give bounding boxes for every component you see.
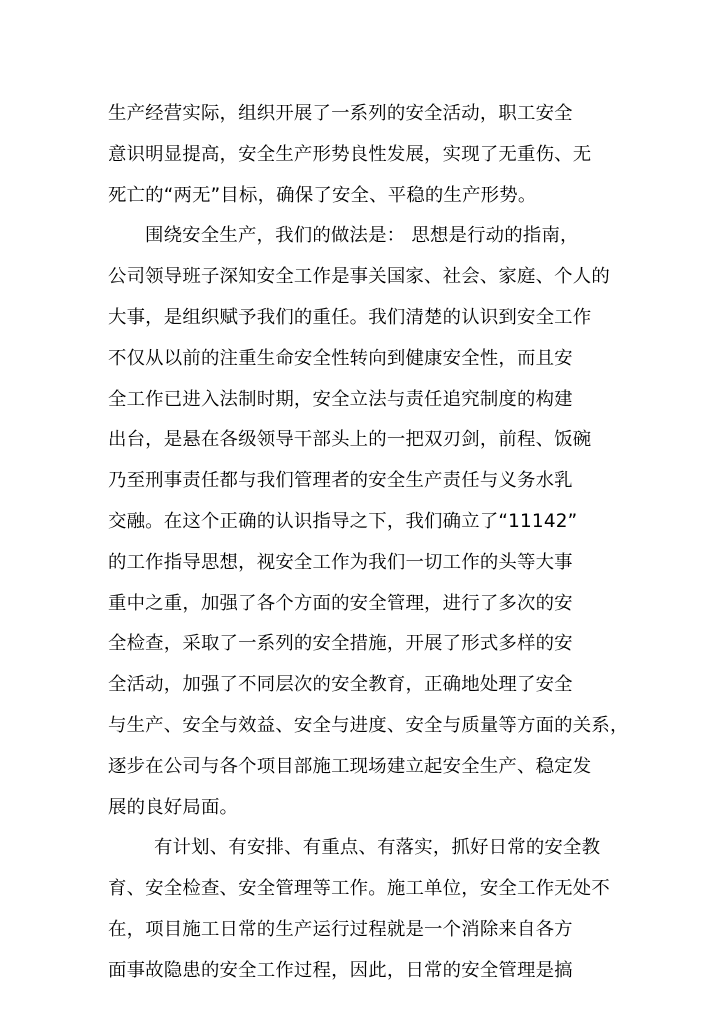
text-line: 重中之重，加强了各个方面的安全管理，进行了多次的安 [108,592,573,614]
text-line: 死亡的“两无”目标，确保了安全、平稳的生产形势。 [108,184,537,206]
text-line: 不仅从以前的注重生命安全性转向到健康安全性，而且安 [108,347,573,369]
text-line: 大事，是组织赋予我们的重任。我们清楚的认识到安全工作 [108,306,592,328]
text-line: 乃至刑事责任都与我们管理者的安全生产责任与义务水乳 [108,470,573,492]
text-line: 全检查，采取了一系列的安全措施，开展了形式多样的安 [108,633,573,655]
text-line: 出台，是悬在各级领导干部头上的一把双刃剑，前程、饭碗 [108,429,592,451]
text-line: 展的良好局面。 [108,796,239,818]
text-line: 面事故隐患的安全工作过程，因此，日常的安全管理是搞 [108,959,573,981]
text-line: 全活动，加强了不同层次的安全教育，正确地处理了安全 [108,674,573,696]
text-line: 有计划、有安排、有重点、有落实，抓好日常的安全教 [154,837,601,859]
paragraph [108,216,628,828]
text-line: 围绕安全生产，我们的做法是： 思想是行动的指南， [145,225,579,247]
paragraph [108,828,628,991]
text-line: 育、安全检查、安全管理等工作。施工单位，安全工作无处不 [108,878,610,900]
text-line: 交融。在这个正确的认识指导之下，我们确立了“11142” [108,510,578,532]
document-body [108,94,628,992]
text-line: 与生产、安全与效益、安全与进度、安全与质量等方面的关系， [108,714,629,736]
text-line: 生产经营实际，组织开展了一系列的安全活动，职工安全 [108,103,573,124]
text-line: 公司领导班子深知安全工作是事关国家、社会、家庭、个人的 [108,266,610,288]
text-line: 在，项目施工日常的生产运行过程就是一个消除来自各方 [108,918,573,940]
text-line: 逐步在公司与各个项目部施工现场建立起安全生产、稳定发 [108,755,592,777]
paragraph [108,94,628,216]
text-line: 全工作已进入法制时期，安全立法与责任追究制度的构建 [108,388,573,410]
text-line: 的工作指导思想，视安全工作为我们一切工作的头等大事 [108,551,573,573]
text-line: 意识明显提高，安全生产形势良性发展，实现了无重伤、无 [108,143,592,165]
